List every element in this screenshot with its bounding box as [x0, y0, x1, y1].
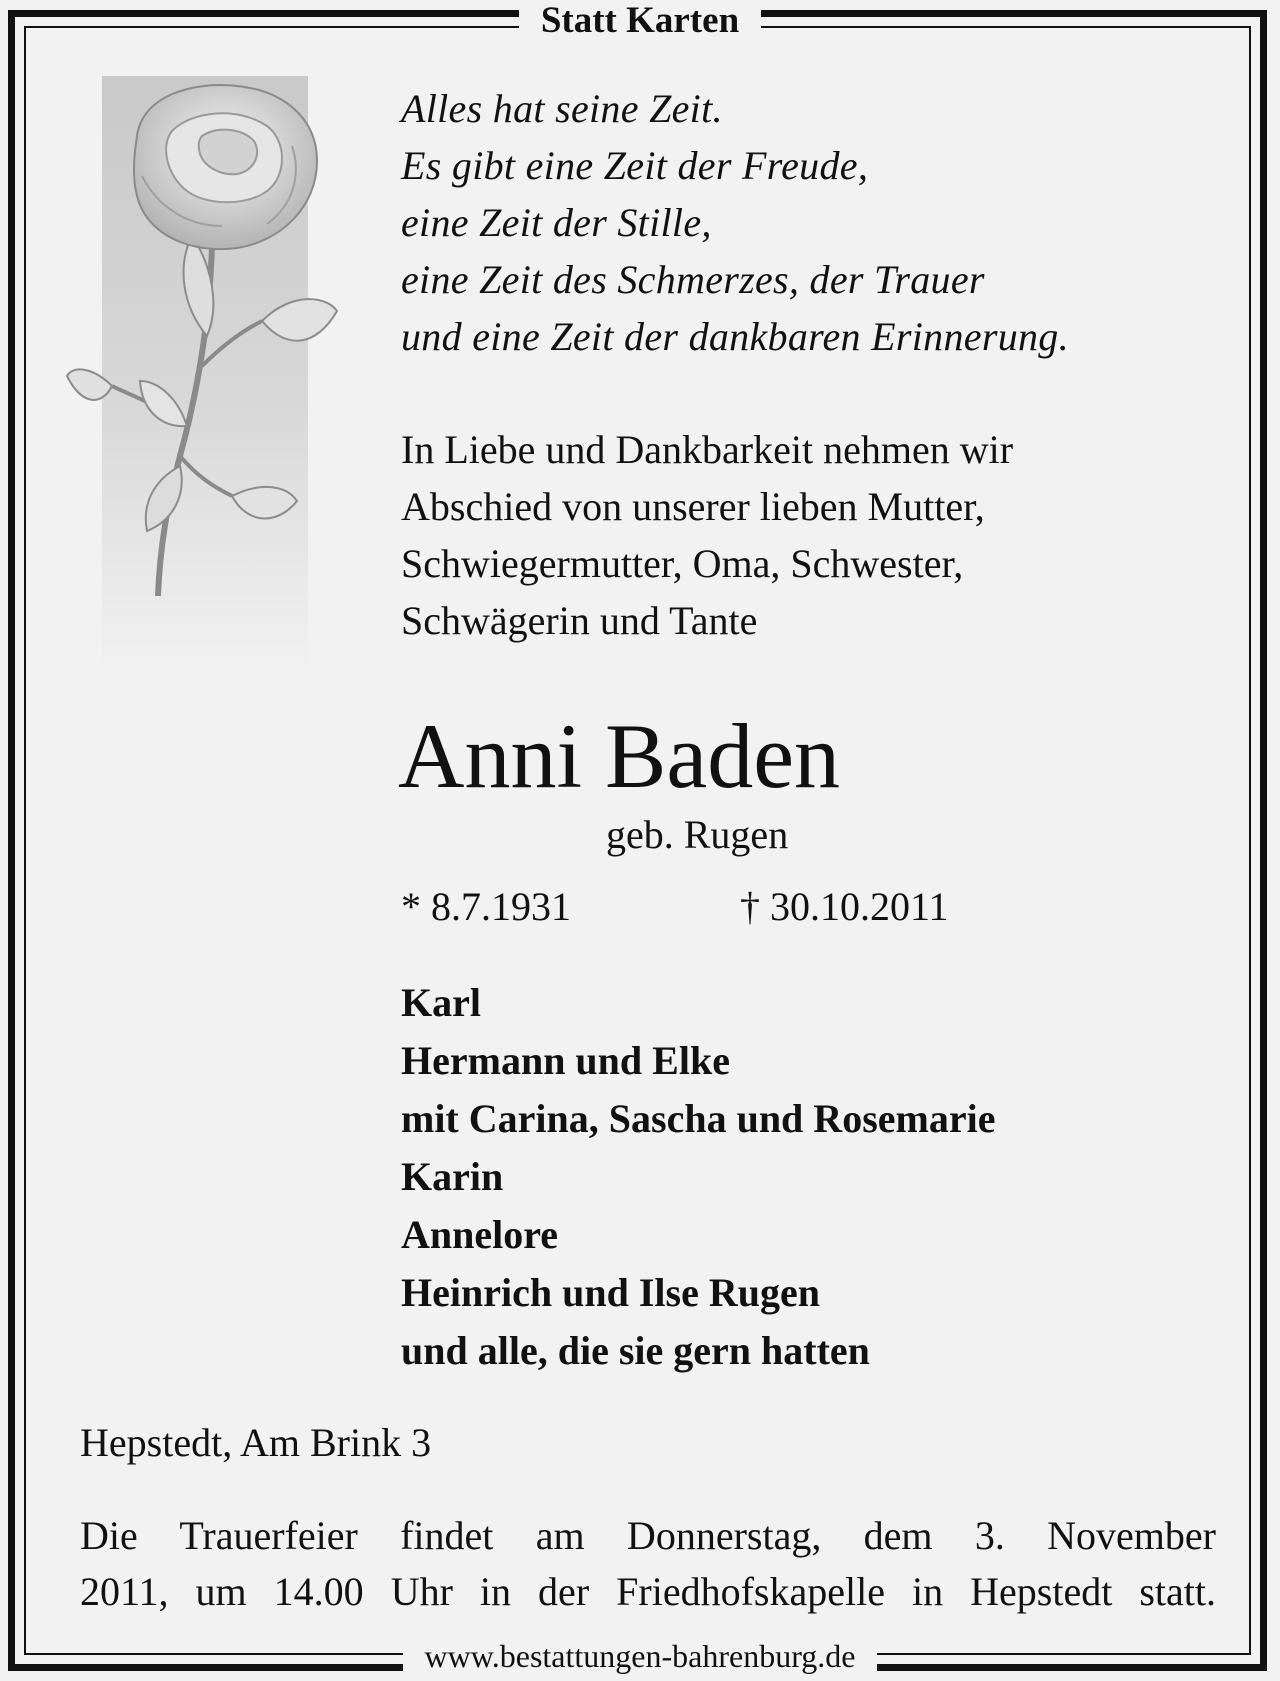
- mourner-line: und alle, die sie gern hatten: [401, 1328, 870, 1373]
- birth-date: * 8.7.1931: [401, 884, 571, 929]
- poem: [401, 80, 1221, 365]
- rose-image: [62, 76, 362, 672]
- poem-line: und eine Zeit der dankbaren Erinnerung.: [401, 314, 1069, 359]
- poem-line: Alles hat seine Zeit.: [401, 86, 723, 131]
- mourner-line: Karin: [401, 1154, 504, 1199]
- mourner-line: Annelore: [401, 1212, 559, 1257]
- deceased-name: Anni Baden: [398, 705, 841, 807]
- ceremony-line: 2011, um 14.00 Uhr in der Friedhofskapelle in Hepstedt statt.: [80, 1569, 1216, 1614]
- ceremony-notice: [80, 1508, 1216, 1620]
- intro-line: Schwiegermutter, Oma, Schwester,: [401, 541, 964, 586]
- address: Hepstedt, Am Brink 3: [80, 1420, 432, 1465]
- mourner-line: mit Carina, Sascha und Rosemarie: [401, 1096, 996, 1141]
- ceremony-line: Die Trauerfeier findet am Donnerstag, dem 3. November: [80, 1513, 1216, 1558]
- header: [0, 0, 1280, 39]
- death-date: † 30.10.2011: [740, 884, 949, 929]
- intro-line: Schwägerin und Tante: [401, 598, 758, 643]
- intro-text: [401, 421, 1221, 649]
- poem-line: Es gibt eine Zeit der Freude,: [401, 143, 869, 188]
- footer: [0, 1640, 1280, 1672]
- intro-line: Abschied von unserer lieben Mutter,: [401, 484, 985, 529]
- maiden-name: geb. Rugen: [606, 812, 789, 857]
- poem-line: eine Zeit der Stille,: [401, 200, 712, 245]
- poem-line: eine Zeit des Schmerzes, der Trauer: [401, 257, 985, 302]
- mourner-line: Hermann und Elke: [401, 1038, 730, 1083]
- header-title: Statt Karten: [519, 0, 761, 39]
- mourner-line: Karl: [401, 980, 481, 1025]
- website-link[interactable]: www.bestattungen-bahrenburg.de: [403, 1640, 878, 1672]
- mourner-line: Heinrich und Ilse Rugen: [401, 1270, 820, 1315]
- intro-line: In Liebe und Dankbarkeit nehmen wir: [401, 427, 1014, 472]
- mourners-list: [401, 974, 1221, 1380]
